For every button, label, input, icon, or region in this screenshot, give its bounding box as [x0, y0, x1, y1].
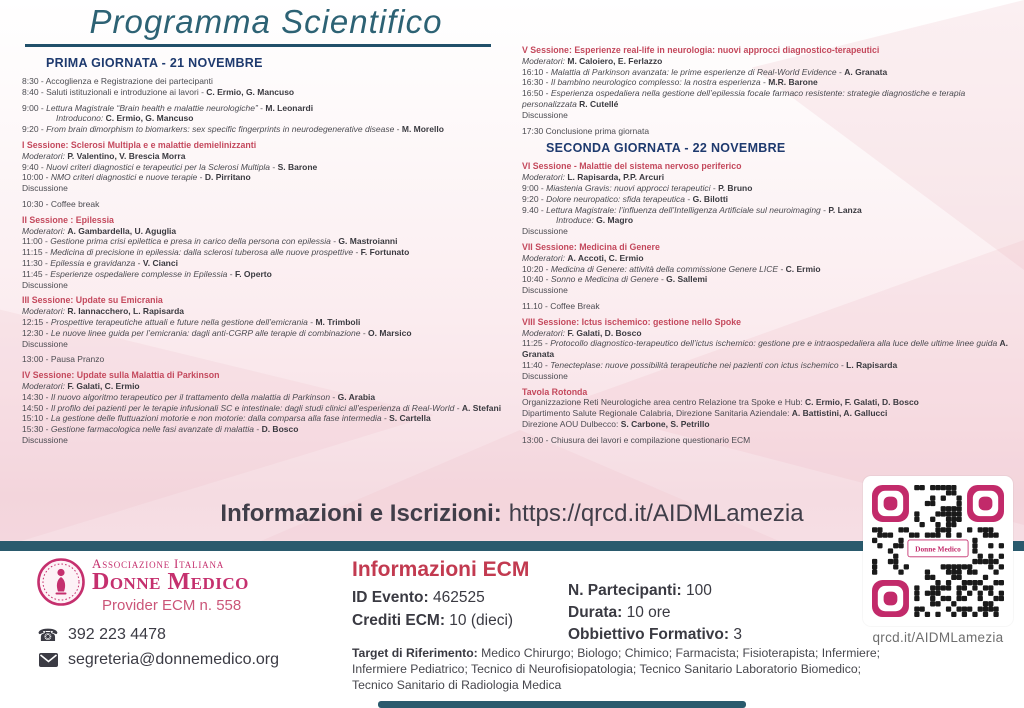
- line-segment: Introducono:: [56, 113, 106, 124]
- day-header: [22, 56, 522, 70]
- line-segment: S. Cartella: [389, 413, 431, 424]
- line-segment: 14:50 -: [22, 402, 51, 413]
- line-segment: Gestione prima crisi epilettica e presa in carico della persona con epilessia: [50, 236, 334, 247]
- line-segment: -: [362, 327, 369, 338]
- line-segment: -: [260, 102, 266, 113]
- program-line: [522, 67, 1018, 78]
- program-line: [22, 124, 522, 135]
- line-segment: From brain dimorphism to biomarkers: sex specific fingerprints in neurodegenerative disease: [46, 124, 397, 135]
- line-segment: 11.10 - Coffee Break: [522, 300, 600, 311]
- program-line: [22, 162, 522, 173]
- line-segment: Moderatori:: [22, 306, 68, 317]
- association-emblem-icon: [36, 557, 86, 612]
- line-segment: Medicina di precisione in epilessia: dalla sclerosi tuberosa alle nuove prospettive: [50, 247, 356, 258]
- line-segment: Discussione: [22, 183, 68, 194]
- line-segment: M. Morello: [401, 124, 444, 135]
- title-divider: [25, 44, 491, 47]
- line-segment: M. Trimboli: [315, 316, 361, 327]
- contacts-block: [36, 626, 279, 676]
- line-segment: C. Ermio, G. Mancuso: [206, 86, 295, 97]
- line-segment: 9:00 -: [22, 102, 47, 113]
- email-address: segreteria@donnemedico.org: [68, 651, 280, 668]
- registration-url-link[interactable]: https://qrcd.it/AIDMLamezia: [508, 500, 804, 527]
- line-segment: 16:30 -: [522, 77, 551, 88]
- session-header: [22, 215, 522, 226]
- line-segment: Discussione: [522, 226, 568, 237]
- line-segment: SECONDA GIORNATA - 22 NOVEMBRE: [546, 141, 786, 156]
- qr-card: [858, 476, 1018, 645]
- line-segment: M. Caloiero, E. Ferlazzo: [567, 55, 663, 66]
- page-title: Programma Scientifico: [89, 3, 443, 40]
- qr-code: [863, 476, 1013, 626]
- ecm-participants: [568, 582, 712, 600]
- line-segment: C. Ermio: [785, 263, 821, 274]
- association-line1: Associazione Italiana: [92, 556, 225, 571]
- line-segment: C. Ermio, G. Mancuso: [105, 113, 194, 124]
- line-segment: -: [332, 391, 338, 402]
- program-line: [22, 236, 522, 247]
- line-segment: 9:40 -: [22, 161, 47, 172]
- line-segment: R. Cutellé: [579, 98, 619, 109]
- line-segment: V. Cianci: [142, 257, 178, 268]
- line-segment: Moderatori:: [522, 55, 568, 66]
- line-segment: 11:00 -: [22, 236, 51, 247]
- program-line: [22, 226, 522, 237]
- program-line: [522, 419, 1018, 430]
- line-segment: 10:30 - Coffee break: [22, 198, 100, 209]
- line-segment: Protocollo diagnostico-terapeutico dell’ictus ischemico: gestione pre e intraospedaliera alla luce delle ultime linee guida: [550, 338, 1000, 349]
- line-segment: La gestione delle fluttuazioni motorie e non motorie: dalla comparsa alla fase intermedia: [50, 413, 384, 424]
- line-segment: D. Pirritano: [204, 172, 251, 183]
- line-segment: F. Operto: [234, 268, 272, 279]
- line-segment: Tavola Rotonda: [522, 386, 588, 397]
- session-header: [22, 295, 522, 306]
- ecm-objective-value: 3: [729, 626, 742, 643]
- line-segment: 11:25 -: [522, 338, 551, 349]
- program-line: [22, 392, 522, 403]
- line-segment: R. Iannacchero, L. Rapisarda: [67, 306, 185, 317]
- line-segment: Moderatori:: [22, 380, 68, 391]
- program-line: [522, 264, 1018, 275]
- ecm-id-event: [352, 589, 485, 607]
- line-segment: 9:00 -: [522, 182, 547, 193]
- ecm-duration: [568, 604, 671, 622]
- program-column-right: [522, 40, 1018, 446]
- line-segment: 10:20 -: [522, 263, 551, 274]
- line-segment: F. Fortunato: [360, 247, 410, 258]
- line-segment: G. Mastroianni: [338, 236, 398, 247]
- line-segment: -: [687, 193, 693, 204]
- ecm-target-label: Target di Riferimento:: [352, 646, 478, 660]
- ecm-id-value: 462525: [428, 589, 485, 606]
- program-line: [22, 339, 522, 350]
- session-header: [522, 161, 1018, 172]
- line-segment: VII Sessione: Medicina di Genere: [522, 241, 660, 252]
- line-segment: Il bambino neurologico complesso: la nostra esperienza: [550, 77, 763, 88]
- line-segment: NMO criteri diagnostici e nuove terapie: [50, 172, 200, 183]
- program-line: [522, 205, 1018, 216]
- line-segment: A. Granata: [844, 66, 888, 77]
- line-segment: -: [310, 316, 316, 327]
- line-segment: A. Gambardella, U. Aguglia: [67, 225, 177, 236]
- line-segment: G. Bilotti: [692, 193, 729, 204]
- program-line: [22, 151, 522, 162]
- line-segment: Moderatori:: [522, 252, 568, 263]
- program-line: [522, 183, 1018, 194]
- line-segment: 9.40 -: [522, 204, 547, 215]
- line-segment: Moderatori:: [22, 150, 68, 161]
- program-line: [22, 280, 522, 291]
- line-segment: -: [383, 413, 390, 424]
- program-line: [22, 103, 522, 114]
- association-name: [92, 557, 249, 614]
- line-segment: -: [355, 247, 361, 258]
- line-segment: Prospettive terapeutiche attuali e future nella gestione dell’emicrania: [50, 316, 311, 327]
- line-segment: 11:30 -: [22, 257, 51, 268]
- program-line: [22, 413, 522, 424]
- ecm-target: [352, 645, 897, 693]
- phone-row: [36, 626, 279, 644]
- ecm-objective-label: Obbiettivo Formativo:: [568, 626, 730, 643]
- bottom-accent-bar: [378, 701, 746, 708]
- program-line: [22, 317, 522, 328]
- program-line: [22, 258, 522, 269]
- line-segment: Tenecteplase: nuove possibilità terapeutiche nei pazienti con ictus ischemico: [550, 359, 841, 370]
- line-segment: -: [272, 161, 278, 172]
- line-segment: P. Valentino, V. Brescia Morra: [67, 150, 186, 161]
- ecm-credits: [352, 612, 513, 630]
- line-segment: Sonno e Medicina di Genere: [550, 274, 661, 285]
- program-line: [522, 338, 1018, 360]
- line-segment: Nuovi criteri diagnostici e terapeutici per la Sclerosi Multipla: [46, 161, 273, 172]
- line-segment: A. Granata: [522, 338, 1009, 360]
- program-line: [522, 435, 1018, 446]
- line-segment: P. Lanza: [828, 204, 862, 215]
- association-provider: Provider ECM n. 558: [102, 597, 242, 614]
- session-header: [522, 45, 1018, 56]
- line-segment: M. Leonardi: [265, 102, 314, 113]
- program-line: [22, 424, 522, 435]
- line-segment: Discussione: [22, 434, 68, 445]
- line-segment: F. Galati, D. Bosco: [567, 327, 642, 338]
- line-segment: L. Rapisarda, P.P. Arcuri: [567, 172, 665, 183]
- line-segment: 9:20 -: [522, 193, 547, 204]
- line-segment: -: [456, 402, 462, 413]
- phone-icon: ☎: [37, 625, 59, 645]
- line-segment: III Sessione: Update su Emicrania: [22, 295, 163, 306]
- line-segment: Moderatori:: [522, 172, 568, 183]
- program-line: [522, 77, 1018, 88]
- line-segment: 8:30 - Accoglienza e Registrazione dei partecipanti: [22, 76, 213, 86]
- ecm-credits-label: Crediti ECM:: [352, 612, 445, 629]
- line-segment: Discussione: [22, 338, 68, 349]
- program-line: [522, 88, 1018, 110]
- line-segment: -: [840, 359, 847, 370]
- line-segment: -: [333, 236, 339, 247]
- program-line: [22, 87, 522, 98]
- line-segment: 16:10 -: [522, 66, 551, 77]
- line-segment: II Sessione : Epilessia: [22, 214, 114, 225]
- line-segment: 14:30 -: [22, 391, 51, 402]
- program-line: [522, 110, 1018, 121]
- program-line: [22, 172, 522, 183]
- session-header: [22, 370, 522, 381]
- line-segment: IV Sessione: Update sulla Malattia di Parkinson: [22, 370, 220, 381]
- line-segment: 10:40 -: [522, 274, 551, 285]
- line-segment: Il profilo dei pazienti per le terapie infusionali SC e intestinale: dagli studi clinici all’esperienza di Real-World: [50, 402, 457, 413]
- line-segment: M.R. Barone: [768, 77, 818, 88]
- line-segment: -: [256, 424, 262, 435]
- line-segment: 11:15 -: [22, 247, 51, 258]
- line-segment: Lettura Magistrale “Brain health e malattie neurologiche”: [46, 102, 261, 113]
- line-segment: 17:30 Conclusione prima giornata: [522, 125, 650, 136]
- program-line: [522, 56, 1018, 67]
- ecm-duration-value: 10 ore: [622, 604, 671, 621]
- registration-label: Informazioni e Iscrizioni:: [220, 500, 502, 527]
- line-segment: F. Galati, C. Ermio: [67, 380, 140, 391]
- line-segment: Moderatori:: [522, 327, 568, 338]
- program-line: [522, 172, 1018, 183]
- ecm-credits-value: 10 (dieci): [445, 612, 514, 629]
- program-line: [22, 247, 522, 258]
- program-line: [522, 126, 1018, 137]
- line-segment: -: [762, 77, 769, 88]
- program-line: [522, 274, 1018, 285]
- line-segment: 12:15 -: [22, 316, 51, 327]
- line-segment: -: [660, 274, 667, 285]
- line-segment: S. Carbone, S. Petrillo: [620, 418, 710, 429]
- session-header: [522, 242, 1018, 253]
- line-segment: Dolore neuropatico: sfida terapeutica: [546, 193, 688, 204]
- line-segment: C. Ermio, F. Galati, D. Bosco: [805, 397, 919, 408]
- session-header: [522, 317, 1018, 328]
- program-line: [22, 76, 522, 87]
- line-segment: Malattia di Parkinson avanzata: le prime esperienze di Real-World Evidence: [550, 66, 840, 77]
- line-segment: -: [137, 257, 143, 268]
- line-segment: VIII Sessione: Ictus ischemico: gestione nello Spoke: [522, 316, 742, 327]
- line-segment: -: [712, 182, 719, 193]
- line-segment: 13:00 - Chiusura dei lavori e compilazione questionario ECM: [522, 434, 751, 445]
- ecm-duration-label: Durata:: [568, 604, 623, 621]
- line-segment: Esperienza ospedaliera nella gestione dell’epilessia focale farmaco resistente: strategie diagnostiche e terapia personalizzata: [522, 88, 966, 109]
- line-segment: Dipartimento Salute Regionale Calabria, Direzione Sanitaria Aziendale:: [522, 408, 792, 419]
- line-segment: Medicina di Genere: attività della commissione Genere LICE: [550, 263, 781, 274]
- line-segment: Esperienze ospedaliere complesse in Epilessia: [50, 268, 230, 279]
- line-segment: -: [199, 172, 205, 183]
- program-line: [22, 403, 522, 414]
- line-segment: VI Sessione - Malattie del sistema nervoso periferico: [522, 161, 742, 172]
- association-line2: Donne Medico: [92, 569, 249, 595]
- ecm-objective: [568, 626, 742, 644]
- line-segment: -: [396, 124, 402, 135]
- program-line: [22, 328, 522, 339]
- line-segment: Il nuovo algoritmo terapeutico per il trattamento della malattia di Parkinson: [50, 391, 333, 402]
- session-header: [22, 140, 522, 151]
- program-line: [522, 397, 1018, 408]
- line-segment: -: [780, 263, 786, 274]
- line-segment: L. Rapisarda: [846, 359, 898, 370]
- line-segment: 16:50 -: [522, 88, 551, 99]
- program-line: [522, 215, 1018, 226]
- line-segment: O. Marsico: [368, 327, 412, 338]
- program-line: [22, 354, 522, 365]
- ecm-target-value: Medico Chirurgo; Biologo; Chimico; Farmacista; Fisioterapista; Infermiere; Infermiere Pediatrico; Tecnico di Neurofisiopatologia; Tecnico Sanitario Laboratorio Biomedico; Tecnico Sanitario di Radiologia Medica: [352, 646, 881, 693]
- line-segment: 11:45 -: [22, 268, 51, 279]
- phone-number: 392 223 4478: [68, 626, 166, 643]
- line-segment: 15:30 -: [22, 424, 51, 435]
- session-header: [522, 387, 1018, 398]
- line-segment: V Sessione: Esperienze real-life in neurologia: nuovi approcci diagnostico-terapeutici: [522, 45, 880, 55]
- ecm-participants-label: N. Partecipanti:: [568, 582, 682, 599]
- ecm-title: Informazioni ECM: [352, 558, 530, 581]
- qr-caption: qrcd.it/AIDMLamezia: [872, 630, 1004, 645]
- program-line: [522, 226, 1018, 237]
- ecm-id-label: ID Evento:: [352, 589, 429, 606]
- line-segment: Discussione: [22, 279, 68, 290]
- envelope-icon: [36, 653, 60, 667]
- svg-text:Donne Medico: Donne Medico: [915, 544, 961, 554]
- program-line: [22, 269, 522, 280]
- ecm-participants-value: 100: [681, 582, 712, 599]
- program-line: [22, 113, 522, 124]
- line-segment: 9:20 -: [22, 124, 47, 135]
- line-segment: Gestione farmacologica nelle fasi avanzate di malattia: [50, 424, 257, 435]
- line-segment: Organizzazione Reti Neurologiche area centro Relazione tra Spoke e Hub:: [522, 397, 806, 408]
- line-segment: Le nuove linee guida per l’emicrania: dagli anti-CGRP alle terapie di combinazione: [50, 327, 363, 338]
- program-line: [22, 199, 522, 210]
- line-segment: Lettura Magistrale: l’influenza dell’Intelligenza Artificiale sul neuroimaging: [546, 204, 824, 215]
- line-segment: -: [823, 204, 829, 215]
- day-header: [522, 141, 1018, 155]
- line-segment: D. Bosco: [261, 424, 299, 435]
- line-segment: G. Arabia: [337, 391, 376, 402]
- program-line: [522, 285, 1018, 296]
- line-segment: Miastenia Gravis: nuovi approcci terapeutici: [546, 182, 713, 193]
- line-segment: A. Stefani: [461, 402, 502, 413]
- line-segment: Moderatori:: [22, 225, 68, 236]
- line-segment: I Sessione: Sclerosi Multipla e e malattie demielinizzanti: [22, 139, 257, 150]
- program-line: [522, 408, 1018, 419]
- line-segment: A. Accoti, C. Ermio: [567, 252, 644, 263]
- line-segment: G. Sallemi: [666, 274, 708, 285]
- line-segment: -: [839, 66, 845, 77]
- line-segment: Direzione AOU Dulbecco:: [522, 418, 621, 429]
- line-segment: -: [229, 268, 235, 279]
- program-line: [522, 253, 1018, 264]
- line-segment: S. Barone: [277, 161, 318, 172]
- line-segment: 11:40 -: [522, 359, 551, 370]
- line-segment: 12:30 -: [22, 327, 51, 338]
- program-line: [22, 381, 522, 392]
- line-segment: 10:00 -: [22, 172, 51, 183]
- program-line: [22, 306, 522, 317]
- line-segment: 15:10 -: [22, 413, 51, 424]
- line-segment: Discussione: [522, 285, 568, 296]
- line-segment: 8:40 - Saluti istituzionali e introduzione ai lavori -: [22, 86, 207, 97]
- program-column-left: [22, 55, 522, 446]
- program-line: [522, 328, 1018, 339]
- email-row: [36, 651, 279, 669]
- program-line: [522, 301, 1018, 312]
- program-line: [522, 371, 1018, 382]
- line-segment: A. Battistini, A. Gallucci: [791, 408, 888, 419]
- line-segment: Epilessia e gravidanza: [50, 257, 138, 268]
- program-line: [522, 360, 1018, 371]
- line-segment: 13:00 - Pausa Pranzo: [22, 354, 105, 365]
- line-segment: Discussione: [522, 109, 568, 120]
- program-line: [22, 183, 522, 194]
- program-line: [22, 435, 522, 446]
- line-segment: P. Bruno: [718, 182, 753, 193]
- line-segment: G. Magro: [596, 215, 634, 226]
- line-segment: PRIMA GIORNATA - 21 NOVEMBRE: [46, 56, 263, 70]
- qr-code-image: [872, 485, 1004, 617]
- program-line: [522, 194, 1018, 205]
- line-segment: Introduce:: [556, 215, 597, 226]
- line-segment: Discussione: [522, 370, 568, 381]
